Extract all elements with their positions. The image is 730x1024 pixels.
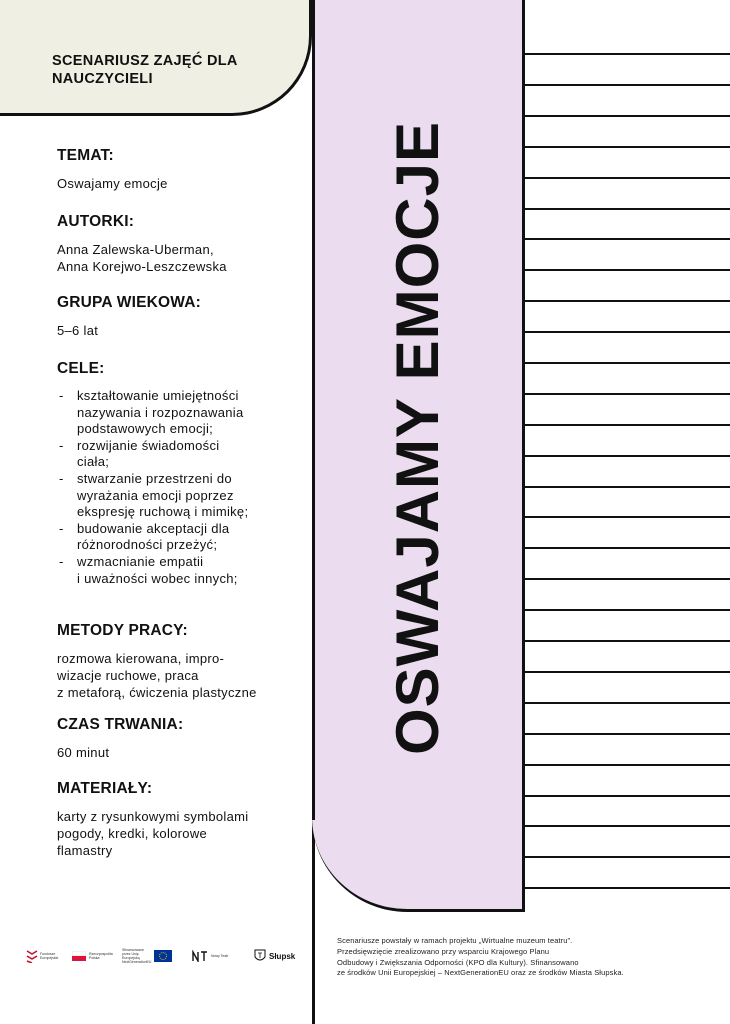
- footnote-line: Scenariusze powstały w ramach projektu „Wirtualne muzeum teatru”.: [337, 936, 573, 945]
- note-line: [525, 795, 730, 797]
- vertical-title: OSWAJAMY EMOCJE: [384, 120, 451, 756]
- footnote: [337, 936, 717, 979]
- note-line: [525, 238, 730, 240]
- author-2: Anna Korejwo-Leszczewska: [57, 259, 227, 274]
- note-line: [525, 84, 730, 86]
- note-line: [525, 516, 730, 518]
- section-czas: [57, 716, 297, 761]
- note-line: [525, 486, 730, 488]
- text-temat: Oswajamy emocje: [57, 176, 168, 191]
- heading-autorki: AUTORKI:: [57, 213, 135, 230]
- note-line: [525, 640, 730, 642]
- metody-line: z metaforą, ćwiczenia plastyczne: [57, 685, 257, 700]
- text-czas: 60 minut: [57, 745, 110, 760]
- section-autorki: [57, 213, 297, 275]
- footnote-line: Przedsięwzięcie zrealizowano przy wsparciu Krajowego Planu: [337, 946, 550, 956]
- section-cele: [57, 360, 297, 587]
- goal-item: - budowanie akceptacji dla różnorodności przeżyć;: [59, 520, 230, 553]
- goals-list: [57, 388, 297, 587]
- note-line: [525, 362, 730, 364]
- eu-funding-logo: Sfinansowane przez Unię Europejską NextGenerationEU: [122, 945, 172, 967]
- note-line: [525, 331, 730, 333]
- section-metody: [57, 622, 297, 701]
- metody-line: wizacje ruchowe, praca: [57, 668, 199, 683]
- heading-materialy: MATERIAŁY:: [57, 780, 153, 797]
- note-line: [525, 702, 730, 704]
- materialy-line: flamastry: [57, 843, 113, 858]
- author-1: Anna Zalewska-Uberman,: [57, 242, 214, 257]
- section-materialy: [57, 780, 297, 859]
- materialy-line: karty z rysunkowymi symbolami: [57, 809, 249, 824]
- heading-metody: METODY PRACY:: [57, 622, 188, 639]
- note-line: [525, 733, 730, 735]
- heading-czas: CZAS TRWANIA:: [57, 716, 184, 733]
- note-lines: [525, 0, 730, 912]
- footnote-line: Odbudowy i Zwiększania Odporności (KPO dla Kultury). Sfinansowano: [337, 957, 579, 967]
- note-line: [525, 269, 730, 271]
- note-line: [525, 764, 730, 766]
- section-temat: [57, 147, 297, 192]
- heading-temat: TEMAT:: [57, 147, 114, 164]
- note-line: [525, 300, 730, 302]
- note-line: [525, 547, 730, 549]
- note-line: [525, 578, 730, 580]
- polska-flag-logo: Rzeczpospolita Polska: [72, 945, 111, 967]
- section-grupa-wiekowa: [57, 294, 297, 339]
- heading-grupa: GRUPA WIEKOWA:: [57, 294, 202, 311]
- note-line: [525, 146, 730, 148]
- note-line: [525, 887, 730, 889]
- goal-item: - kształtowanie umiejętności nazywania i rozpoznawania podstawowych emocji;: [59, 388, 244, 437]
- goal-item: - wzmacnianie empatii i uważności wobec innych;: [59, 553, 238, 586]
- nowy-teatr-logo: Nowy Teatr: [192, 945, 231, 967]
- note-line: [525, 177, 730, 179]
- note-line: [525, 825, 730, 827]
- panel-border: [312, 0, 315, 820]
- fundusze-europejskie-logo: Fundusze Europejskie: [26, 945, 64, 967]
- note-line: [525, 53, 730, 55]
- text-grupa: 5–6 lat: [57, 323, 99, 338]
- materialy-line: pogody, kredki, kolorowe: [57, 826, 208, 841]
- note-line: [525, 856, 730, 858]
- note-line: [525, 455, 730, 457]
- note-line: [525, 115, 730, 117]
- metody-line: rozmowa kierowana, impro-: [57, 651, 225, 666]
- footnote-line: ze środków Unii Europejskiej – NextGenerationEU oraz ze środków Miasta Słupska.: [337, 968, 624, 978]
- goal-item: - stwarzanie przestrzeni do wyrażania emocji poprzez ekspresję ruchową i mimikę;: [59, 470, 249, 520]
- note-line: [525, 393, 730, 395]
- note-line: [525, 609, 730, 611]
- slupsk-logo: Słupsk: [254, 945, 295, 967]
- note-line: [525, 424, 730, 426]
- note-line: [525, 671, 730, 673]
- heading-cele: CELE:: [57, 360, 105, 377]
- document-title: SCENARIUSZ ZAJĘĆ DLA NAUCZYCIELI: [52, 53, 238, 87]
- note-line: [525, 208, 730, 210]
- goal-item: - rozwijanie świadomości ciała;: [59, 437, 220, 470]
- sponsor-logos: [26, 945, 302, 969]
